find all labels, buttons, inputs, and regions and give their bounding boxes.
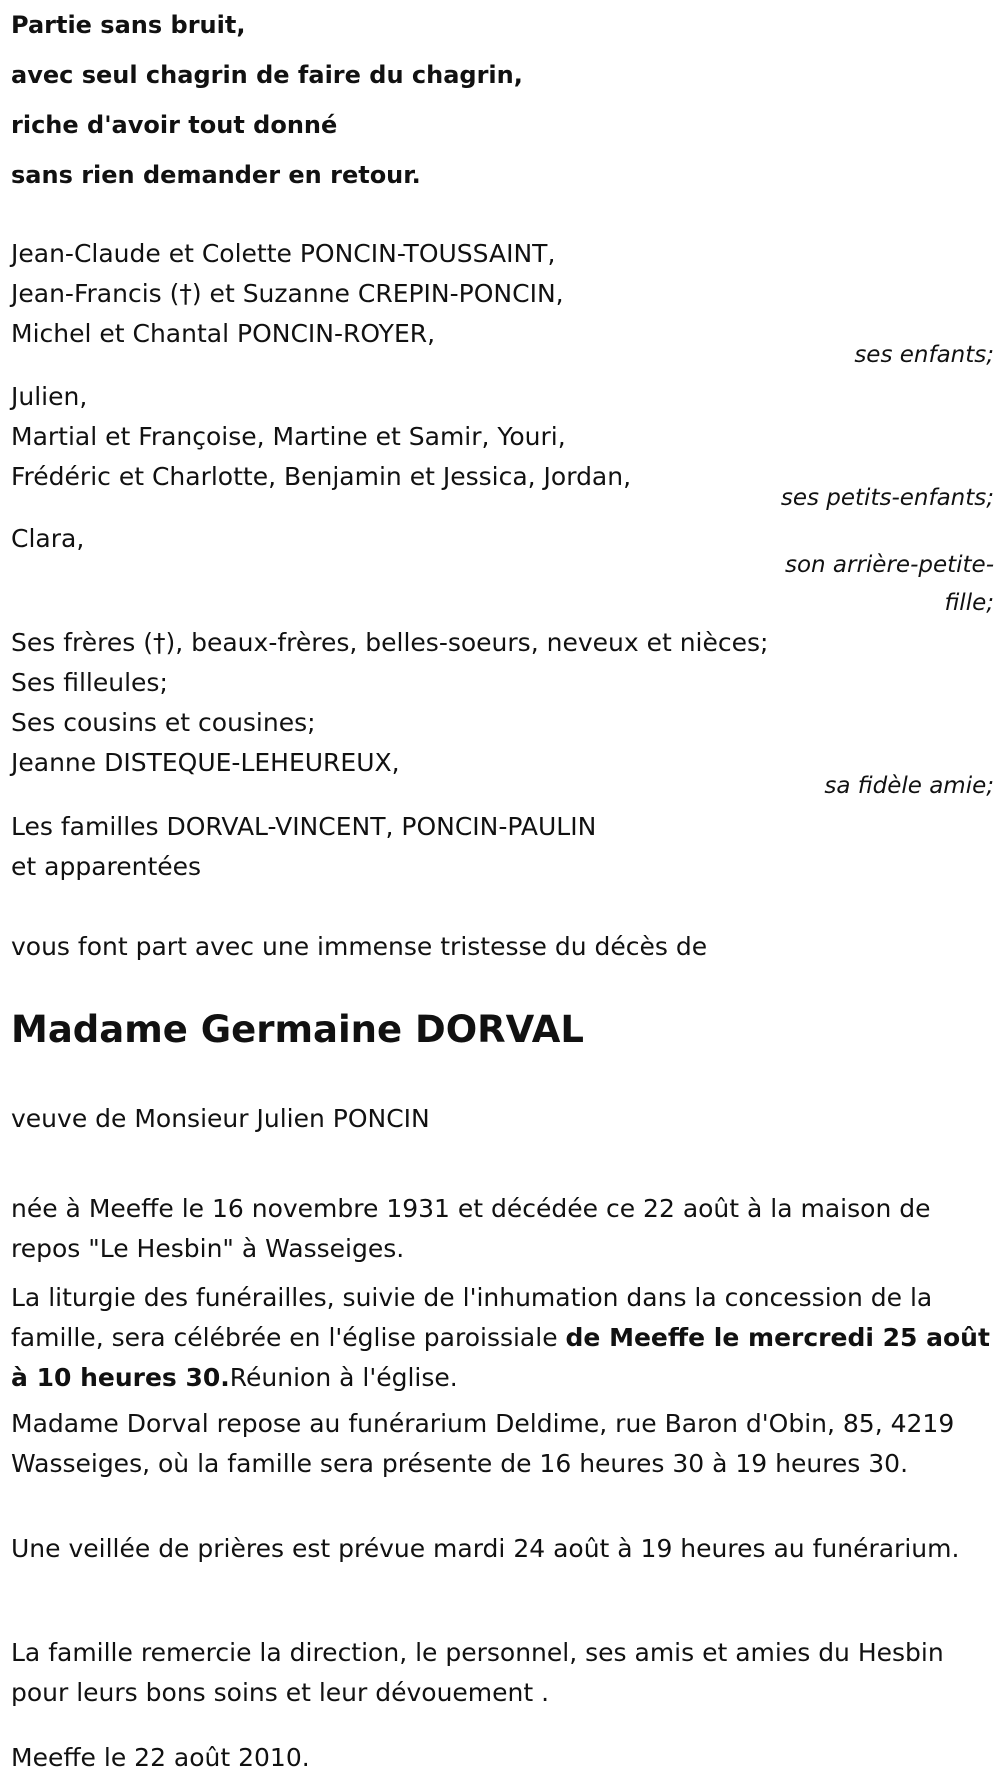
grandchildren-line: Frédéric et Charlotte, Benjamin et Jessica, Jordan,: [11, 462, 632, 491]
families-list: [11, 807, 991, 887]
deceased-name: Madame Germaine DORVAL: [11, 1008, 584, 1051]
friend-role: sa fidèle amie;: [824, 773, 994, 799]
relatives-line: Jeanne DISTEQUE-LEHEUREUX,: [11, 748, 400, 777]
relatives-line: Ses frères (†), beaux-frères, belles-soeurs, neveux et nièces;: [11, 628, 769, 657]
vigil-text: Une veillée de prières est prévue mardi 24 août à 19 heures au funérarium.: [11, 1534, 960, 1563]
funerarium-text: Madame Dorval repose au funérarium Deldime, rue Baron d'Obin, 85, 4219 Wasseiges, où la famille sera présente de 16 heures 30 à 19 heures 30.: [11, 1409, 955, 1478]
relatives-line: Ses cousins et cousines;: [11, 708, 316, 737]
poem-line: sans rien demander en retour.: [11, 161, 421, 189]
funeral-text-part1: La liturgie des funérailles, suivie de l'inhumation dans la concession de la famille, sera célébrée en l'église paroissiale: [11, 1283, 933, 1352]
children-role: ses enfants;: [854, 342, 994, 368]
grandchildren-role: ses petits-enfants;: [780, 485, 994, 511]
families-line: Les familles DORVAL-VINCENT, PONCIN-PAULIN: [11, 812, 597, 841]
children-line: Jean-Claude et Colette PONCIN-TOUSSAINT,: [11, 239, 556, 268]
relatives-list: [11, 623, 991, 783]
thanks-text: La famille remercie la direction, le personnel, ses amis et amies du Hesbin pour leurs bons soins et leur dévouement .: [11, 1638, 944, 1707]
place-date: Meeffe le 22 août 2010.: [11, 1743, 310, 1772]
announcement: vous font part avec une immense tristesse du décès de: [11, 932, 708, 961]
poem-line: Partie sans bruit,: [11, 11, 246, 39]
poem-line: riche d'avoir tout donné: [11, 111, 338, 139]
children-line: Michel et Chantal PONCIN-ROYER,: [11, 319, 436, 348]
birth-death-text: née à Meeffe le 16 novembre 1931 et décédée ce 22 août à la maison de repos "Le Hesbin" à Wasseiges.: [11, 1194, 931, 1263]
grandchildren-line: Julien,: [11, 382, 88, 411]
poem-line: avec seul chagrin de faire du chagrin,: [11, 61, 523, 89]
funeral-date-location: de Meeffe le mercredi 25 août à 10 heures 30.: [11, 1323, 990, 1392]
great-grandchild-role-line1: son arrière-petite-: [784, 552, 994, 578]
children-line: Jean-Francis (†) et Suzanne CREPIN-PONCIN,: [11, 279, 564, 308]
poem: [11, 0, 991, 200]
funeral-text-part2: Réunion à l'église.: [229, 1363, 458, 1392]
relatives-line: Ses filleules;: [11, 668, 168, 697]
widow-of: veuve de Monsieur Julien PONCIN: [11, 1104, 430, 1133]
grandchildren-line: Martial et Françoise, Martine et Samir, Youri,: [11, 422, 566, 451]
families-line: et apparentées: [11, 852, 202, 881]
great-grandchild-line: Clara,: [11, 524, 85, 553]
funeral-text: [11, 1278, 991, 1398]
great-grandchild-role-line2: fille;: [944, 590, 994, 616]
